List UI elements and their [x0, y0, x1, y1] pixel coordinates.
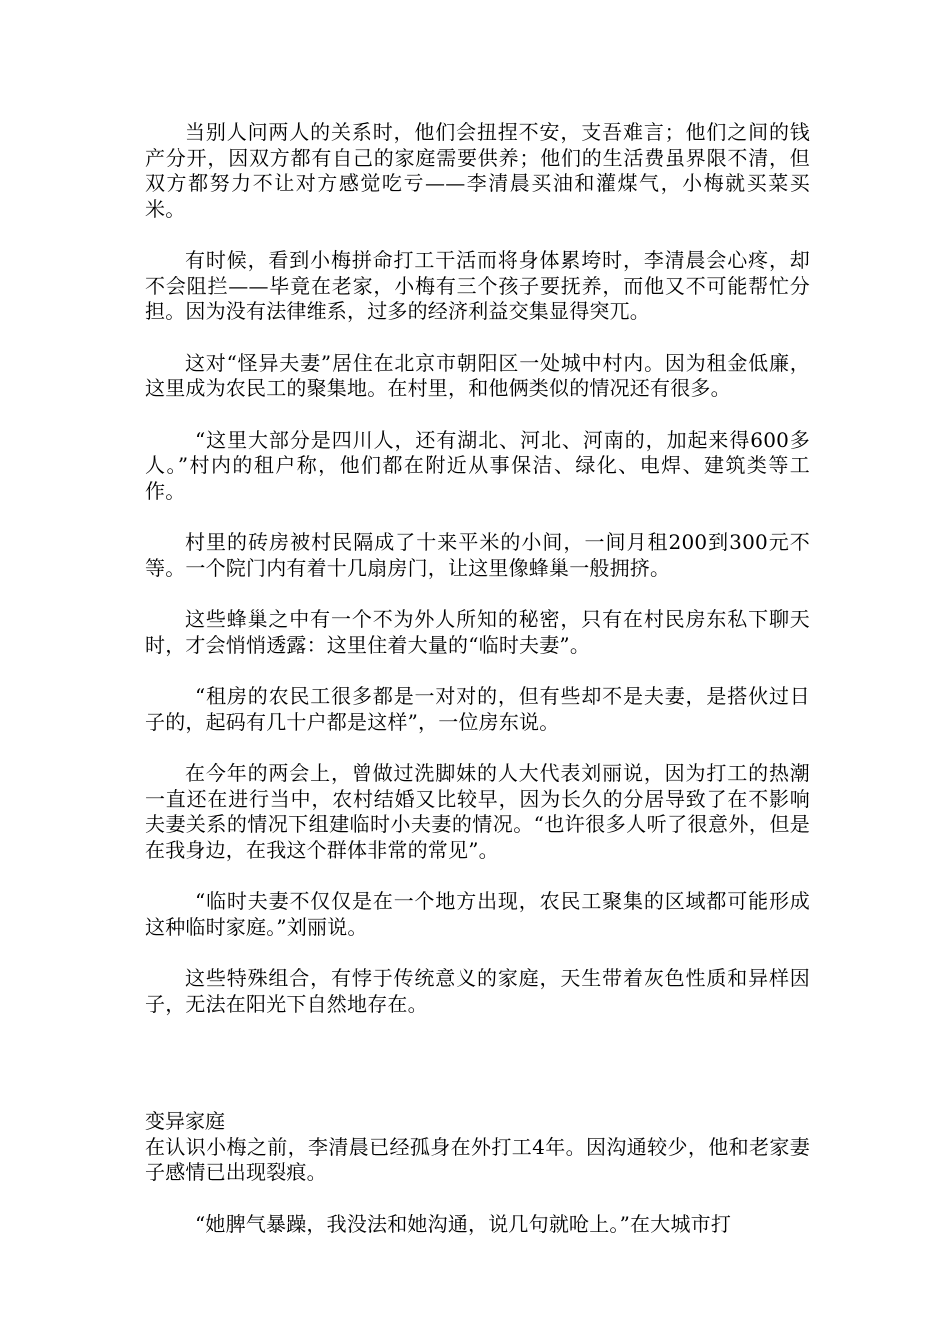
paragraph: “她脾气暴躁，我没法和她沟通，说几句就呛上。”在大城市打: [195, 1211, 732, 1236]
paragraph: 当别人问两人的关系时，他们会扭捏不安，支吾难言；他们之间的钱产分开，因双方都有自己的家庭需要供养；他们的生活费虽界限不清，但双方都努力不让对方感觉吃亏——李清晨买油和灌煤气，小梅就买菜买米。: [145, 120, 810, 221]
paragraph: 有时候，看到小梅拼命打工干活而将身体累垮时，李清晨会心疼，却不会阻拦——毕竟在老家，小梅有三个孩子要抚养，而他又不可能帮忙分担。因为没有法律维系，过多的经济利益交集显得突兀。: [145, 248, 810, 323]
paragraph: “这里大部分是四川人，还有湖北、河北、河南的，加起来得600多人。”村内的租户称，他们都在附近从事保洁、绿化、电焊、建筑类等工作。: [145, 427, 810, 503]
paragraph: 这些特殊组合，有悖于传统意义的家庭，天生带着灰色性质和异样因子，无法在阳光下自然地存在。: [145, 966, 810, 1016]
paragraph: 在认识小梅之前，李清晨已经孤身在外打工4年。因沟通较少，他和老家妻子感情已出现裂痕。: [145, 1134, 810, 1184]
paragraph: 在今年的两会上，曾做过洗脚妹的人大代表刘丽说，因为打工的热潮一直还在进行当中，农村结婚又比较早，因为长久的分居导致了在不影响夫妻关系的情况下组建临时小夫妻的情况。“也许很多人听了很意外，但是在我身边，在我这个群体非常的常见”。: [145, 761, 810, 862]
paragraph: 这些蜂巢之中有一个不为外人所知的秘密，只有在村民房东私下聊天时，才会悄悄透露：这里住着大量的“临时夫妻”。: [145, 607, 810, 657]
paragraph: 村里的砖房被村民隔成了十来平米的小间，一间月租200到300元不等。一个院门内有着十几扇房门，让这里像蜂巢一般拥挤。: [145, 530, 810, 580]
paragraph: 这对“怪异夫妻”居住在北京市朝阳区一处城中村内。因为租金低廉，这里成为农民工的聚集地。在村里，和他俩类似的情况还有很多。: [145, 350, 810, 400]
paragraph: “临时夫妻不仅仅是在一个地方出现，农民工聚集的区域都可能形成这种临时家庭。”刘丽说。: [145, 889, 810, 939]
document-page: [145, 120, 810, 1263]
section-title: 变异家庭: [145, 1109, 225, 1133]
paragraph: “租房的农民工很多都是一对对的，但有些却不是夫妻，是搭伙过日子的，起码有几十户都是这样”，一位房东说。: [145, 684, 810, 734]
